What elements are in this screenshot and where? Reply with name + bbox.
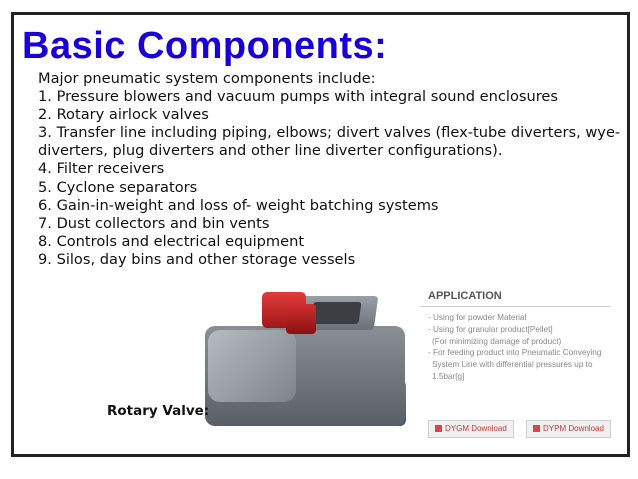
list-item: 2. Rotary airlock valves bbox=[38, 106, 209, 124]
application-list bbox=[428, 312, 601, 383]
application-line: - Using for granular product[Pellet] bbox=[428, 324, 553, 334]
application-line: System Line with differential pressures up to bbox=[432, 360, 593, 370]
pdf-icon bbox=[435, 425, 442, 432]
valve-motor-cover bbox=[208, 330, 296, 402]
list-item: 3. Transfer line including piping, elbows; divert valves (flex-tube diverters, wye-diverters, plug diverters and other line diverter configurations). bbox=[38, 124, 621, 160]
slide-title: Basic Components: bbox=[22, 25, 388, 67]
dypm-download-button[interactable] bbox=[526, 420, 611, 438]
application-line: - For feeding product into Pneumatic Conveying bbox=[428, 348, 602, 358]
application-line: - Using for powder Material bbox=[428, 313, 527, 322]
valve-inlet-opening bbox=[310, 302, 361, 324]
components-list bbox=[38, 70, 628, 269]
list-intro: Major pneumatic system components include: bbox=[38, 70, 376, 87]
list-item: 6. Gain-in-weight and loss of- weight batching systems bbox=[38, 196, 439, 214]
list-item: 7. Dust collectors and bin vents bbox=[38, 214, 270, 232]
list-item: 9. Silos, day bins and other storage vessels bbox=[38, 250, 356, 268]
pdf-icon bbox=[533, 425, 540, 432]
list-item: 5. Cyclone separators bbox=[38, 178, 198, 196]
application-line: 1.5bar[g] bbox=[432, 371, 465, 381]
divider bbox=[420, 306, 610, 307]
list-item: 8. Controls and electrical equipment bbox=[38, 232, 305, 250]
valve-gear-box bbox=[286, 304, 316, 334]
download-label: DYGM Download bbox=[445, 424, 507, 433]
list-item: 4. Filter receivers bbox=[38, 160, 165, 178]
image-caption: Rotary Valve: bbox=[107, 403, 210, 419]
list-item: 1. Pressure blowers and vacuum pumps with integral sound enclosures bbox=[38, 88, 558, 106]
dygm-download-button[interactable] bbox=[428, 420, 514, 438]
download-label: DYPM Download bbox=[543, 424, 604, 433]
application-heading: APPLICATION bbox=[428, 290, 502, 302]
application-panel bbox=[420, 282, 614, 436]
application-line: (For minimizing damage of product) bbox=[432, 336, 562, 346]
